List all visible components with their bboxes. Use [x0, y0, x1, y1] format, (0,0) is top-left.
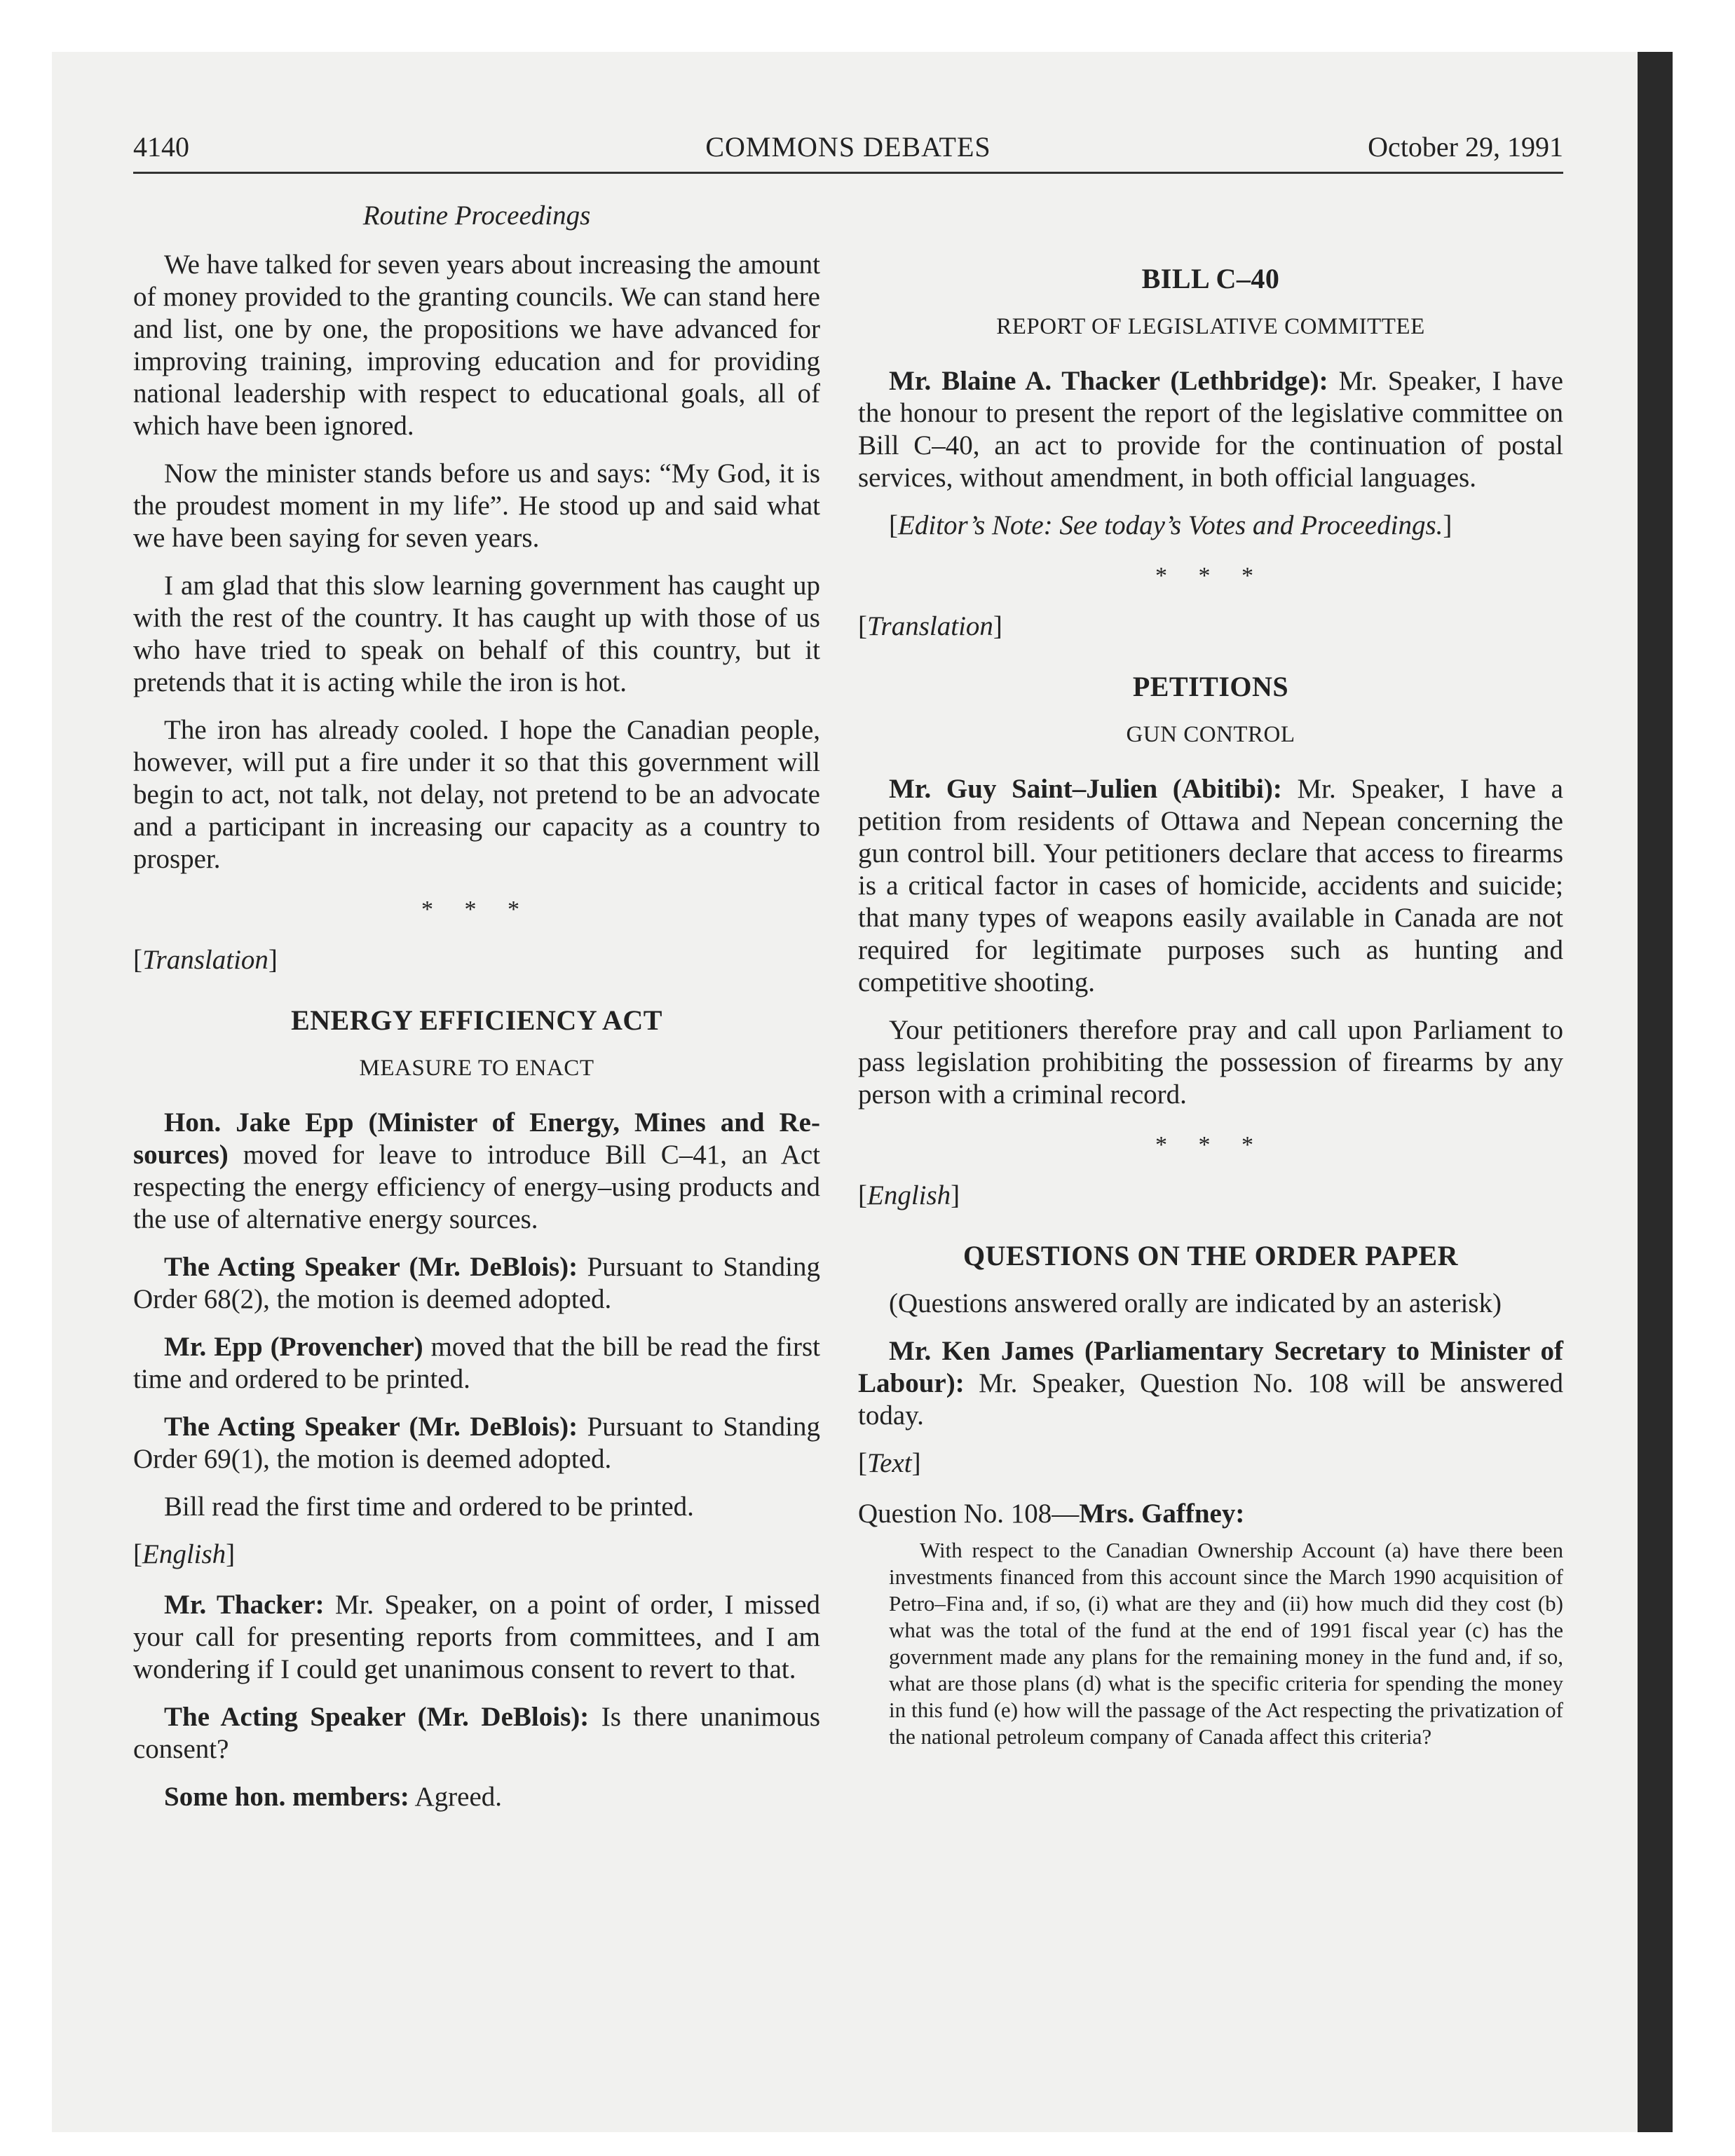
- language-tag: [English]: [133, 1539, 236, 1569]
- language-tag-text: Translation: [867, 611, 993, 641]
- paragraph: Your petitioners therefore pray and call upon Parliament to pass legislation prohibiting the possession of firearms by any person with a criminal record.: [858, 1015, 1563, 1110]
- section-heading: PETITIONS: [1132, 671, 1289, 702]
- speech-text: Pursuant to Standing Order 69(1), the motion is deemed adopted.: [133, 1412, 820, 1474]
- paragraph: Bill read the first time and ordered to be printed.: [164, 1492, 694, 1522]
- paragraph: The iron has already cooled. I hope the Canadian people, however, will put a fire under it so that this government will begin to act, not talk, not delay, not pretend to be an advocate and a participant in increasing our capacity as a country to prosper.: [133, 715, 820, 874]
- section-heading: ENERGY EFFICIENCY ACT: [291, 1004, 662, 1036]
- section-separator: * * *: [1155, 563, 1266, 589]
- speaker-name: The Acting Speaker (Mr. DeBlois):: [164, 1702, 590, 1732]
- speaker-name: Mr. Epp (Provencher): [164, 1332, 423, 1362]
- speaker-name: Mr. Guy Saint–Julien (Abitibi):: [889, 774, 1282, 804]
- speaker-name: Mr. Blaine A. Thacker (Lethbridge):: [889, 366, 1328, 396]
- left-column: [133, 200, 820, 1829]
- page-header: [133, 130, 1563, 170]
- running-head: Routine Proceedings: [362, 200, 591, 231]
- language-tag-text: English: [142, 1539, 226, 1569]
- speech-text: Mr. Speaker, I have the honour to present the report of the legislative committee on Bill C–40, an act to provide for the continuation of postal services, without amendment, in both official languages.: [858, 366, 1563, 493]
- question-text: With respect to the Canadian Ownership Account (a) have there been investments financed from this account since the March 1990 acquisition of Petro–Fina and, if so, (i) what are they and (ii) how much did they cost (b) what was the total of the fund at the end of 1991 fiscal year (c) has the government made any plans for the remaining money in the fund and, if so, what are those plans (d) what is the specific criteria for spending the money in this fund (e) how will the passage of the Act respecting the privatization of the national petroleum company of Canada affect this criteria?: [889, 1538, 1563, 1749]
- speaker-name: Mr. Thacker:: [164, 1590, 325, 1620]
- question-author: Mrs. Gaffney:: [1079, 1499, 1245, 1529]
- speech: [133, 1251, 820, 1316]
- language-tag-text: Translation: [142, 945, 268, 975]
- section-subheading: MEASURE TO ENACT: [359, 1056, 594, 1081]
- publication-title: COMMONS DEBATES: [705, 131, 991, 163]
- speech: [858, 1335, 1563, 1432]
- publication-date: October 29, 1991: [1368, 131, 1563, 163]
- speech-text: Mr. Speaker, I have a petition from residents of Ottawa and Nepean concerning the gun control bill. Your petitioners declare that access to firearms is a critical factor in cases of homicide, accidents and suicide; that many types of weapons easily available in Canada are not required for legitimate purposes such as hunting and competitive shooting.: [858, 774, 1563, 997]
- speech: [133, 1107, 820, 1236]
- speech-text: Mr. Speaker, on a point of order, I missed your call for presenting reports from committees, and I am wondering if I could get unanimous consent to revert to that.: [133, 1590, 820, 1684]
- editor-note-text: Editor’s Note: See today’s Votes and Proceedings.: [898, 510, 1443, 540]
- right-column: [858, 200, 1563, 1766]
- speech-text: moved that the bill be read the first time and ordered to be printed.: [133, 1332, 820, 1394]
- speech-text: Mr. Speaker, Question No. 108 will be answered today.: [858, 1368, 1563, 1431]
- section-separator: * * *: [1155, 1132, 1266, 1158]
- paragraph: We have talked for seven years about increasing the amount of money provided to the granting councils. We can stand here and list, one by one, the propositions we have advanced for improving training, improving education and for providing national leadership with respect to educational goals, all of which have been ignored.: [133, 250, 820, 441]
- header-rule: [133, 172, 1563, 174]
- language-tag: [Translation]: [858, 611, 1002, 641]
- speaker-name: The Acting Speaker (Mr. DeBlois):: [164, 1252, 578, 1282]
- speech: [133, 1411, 820, 1475]
- section-subheading: GUN CONTROL: [1126, 722, 1295, 747]
- speech: [133, 1331, 820, 1396]
- language-tag-text: English: [867, 1180, 951, 1210]
- language-tag: [English]: [858, 1180, 960, 1210]
- speech-text: moved for leave to introduce Bill C–41, an Act respecting the energy efficiency of energy–using products and the use of alternative energy sources.: [133, 1140, 820, 1234]
- paragraph: (Questions answered orally are indicated by an asterisk): [889, 1288, 1502, 1318]
- section-separator: * * *: [421, 896, 532, 922]
- editor-note: [Editor’s Note: See today’s Votes and Proceedings.]: [889, 510, 1452, 540]
- speech: [133, 1701, 820, 1766]
- language-tag: [Text]: [858, 1448, 921, 1478]
- section-subheading: REPORT OF LEGISLATIVE COMMITTEE: [996, 314, 1425, 339]
- speaker-name: The Acting Speaker (Mr. DeBlois):: [164, 1412, 578, 1442]
- speech: [133, 1589, 820, 1686]
- section-heading: QUESTIONS ON THE ORDER PAPER: [963, 1240, 1458, 1271]
- language-tag-text: Text: [867, 1448, 912, 1478]
- section-heading: BILL C–40: [1141, 263, 1280, 294]
- language-tag: [Translation]: [133, 945, 278, 975]
- speech: [133, 1781, 820, 1813]
- question-heading: [858, 1498, 1563, 1530]
- speaker-name: Mr. Ken James (Parliamentary Secretary to Minister of Labour):: [858, 1336, 1563, 1398]
- speech-text: Is there unanimous consent?: [133, 1702, 820, 1764]
- paragraph: Now the minister stands before us and says: “My God, it is the proudest moment in my life”. He stood up and said what we have been saying for seven years.: [133, 458, 820, 553]
- speech: [858, 365, 1563, 494]
- speech-text: Agreed.: [409, 1782, 503, 1812]
- speaker-name: Some hon. members:: [164, 1782, 409, 1812]
- paragraph: I am glad that this slow learning government has caught up with the rest of the country. It has caught up with those of us who have tried to speak on behalf of this country, but it pretends that it is acting while the iron is hot.: [133, 571, 820, 697]
- speech-text: Pursuant to Standing Order 68(2), the motion is deemed adopted.: [133, 1252, 820, 1314]
- page-number: 4140: [133, 131, 189, 163]
- scan-edge-shadow: [1638, 52, 1673, 2132]
- speaker-name: Hon. Jake Epp (Minister of Energy, Mines and Resources): [133, 1107, 820, 1170]
- question-label: Question No. 108—: [858, 1499, 1080, 1529]
- speech: [858, 773, 1563, 999]
